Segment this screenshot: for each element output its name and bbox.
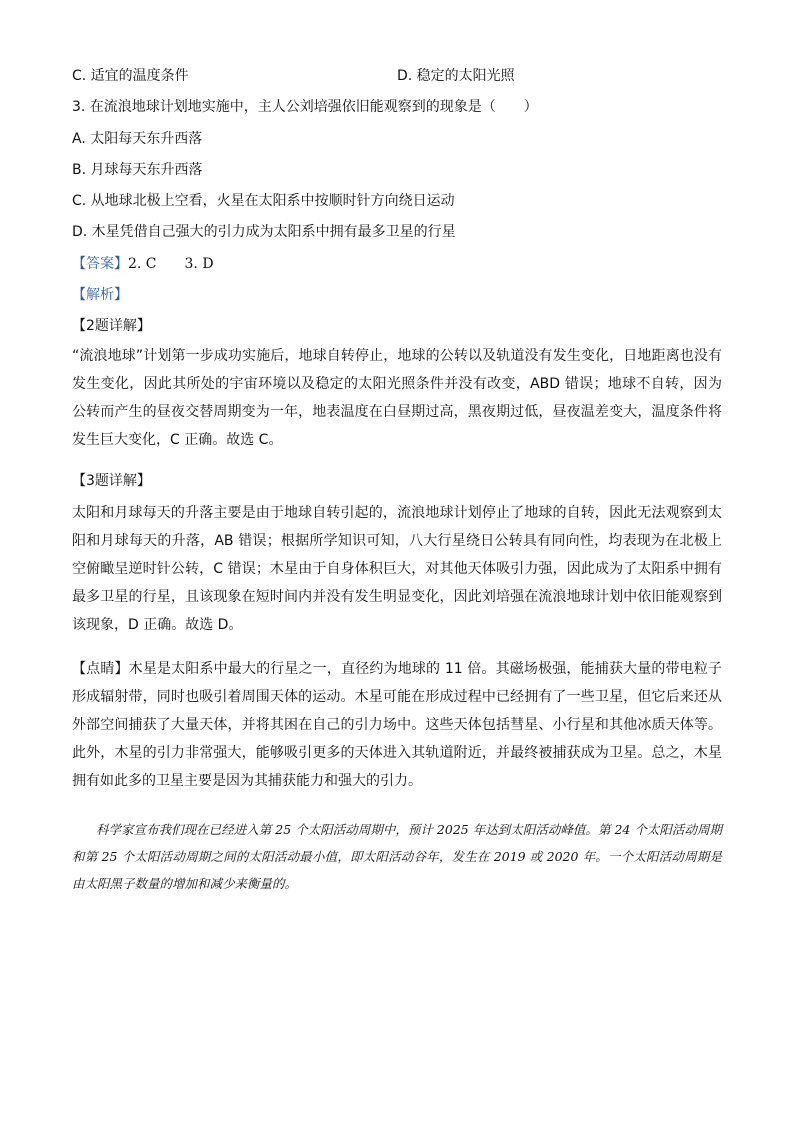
q2-options-row [72, 66, 722, 86]
detail2-text: “流浪地球”计划第一步成功实施后，地球自转停止，地球的公转以及轨道没有发生变化，日地距离也没有发生变化，因此其所处的宇宙环境以及稳定的太阳光照条件并没有改变，ABD 错误；地球不自转，因为公转而产生的昼夜交替周期变为一年，地表温度在白昼期过高，黑夜期过低，昼夜温差变大，温度条件将发生巨大变化，C 正确。故选 C。 [72, 348, 722, 448]
detail3-label: 【3题详解】 [72, 473, 151, 489]
answer-label: 【答案】 [72, 256, 128, 272]
reading-passage: 科学家宣布我们现在已经进入第 25 个太阳活动周期中，预计 2025 年达到太阳活动峰值。第 24 个太阳活动周期和第 25 个太阳活动周期之间的太阳活动最小值，即太阳活动谷年，发生在 2019 或 2020 年。一个太阳活动周期是由太阳黑子数量的增加和减少来衡量的。 [72, 822, 722, 891]
answer-text: 2. C 3. D [128, 256, 214, 272]
detail3-text: 太阳和月球每天的升落主要是由于地球自转引起的，流浪地球计划停止了地球的自转，因此无法观察到太阳和月球每天的升落，AB 错误；根据所学知识可知，八大行星绕日公转具有同向性，均表现为在北极上空俯瞰呈逆时针公转，C 错误；木星由于自身体积巨大，对其他天体吸引力强，因此成为了太阳系中拥有最多卫星的行星，且该现象在短时间内并没有发生明显变化，因此刘培强在流浪地球计划中依旧能观察到该现象，D 正确。故选 D。 [72, 505, 722, 633]
q3-stem: 3. 在流浪地球计划地实施中，主人公刘培强依旧能观察到的现象是（ ） [72, 99, 538, 115]
q3-option-c: C. 从地球北极上空看，火星在太阳系中按顺时针方向绕日运动 [72, 193, 455, 209]
analysis-label: 【解析】 [72, 287, 128, 303]
answer-line [72, 254, 722, 274]
highlight-label: 【点睛】 [72, 661, 129, 677]
q3-option-b: B. 月球每天东升西落 [72, 162, 203, 178]
highlight-text: 木星是太阳系中最大的行星之一，直径约为地球的 11 倍。其磁场极强，能捕获大量的带电粒子形成辐射带，同时也吸引着周围天体的运动。木星可能在形成过程中已经拥有了一些卫星，但它后来还从外部空间捕获了大量天体，并将其困在自己的引力场中。这些天体包括彗星、小行星和其他冰质天体等。此外，木星的引力非常强大，能够吸引更多的天体进入其轨道附近，并最终被捕获成为卫星。总之，木星拥有如此多的卫星主要是因为其捕获能力和强大的引力。 [72, 661, 723, 789]
highlight-paragraph [72, 655, 722, 795]
q3-option-d: D. 木星凭借自己强大的引力成为太阳系中拥有最多卫星的行星 [72, 224, 456, 240]
detail2-label: 【2题详解】 [72, 318, 151, 334]
q2-option-d: D. 稳定的太阳光照 [397, 68, 515, 84]
q2-option-c: C. 适宜的温度条件 [72, 68, 189, 84]
q3-option-a: A. 太阳每天东升西落 [72, 131, 203, 147]
